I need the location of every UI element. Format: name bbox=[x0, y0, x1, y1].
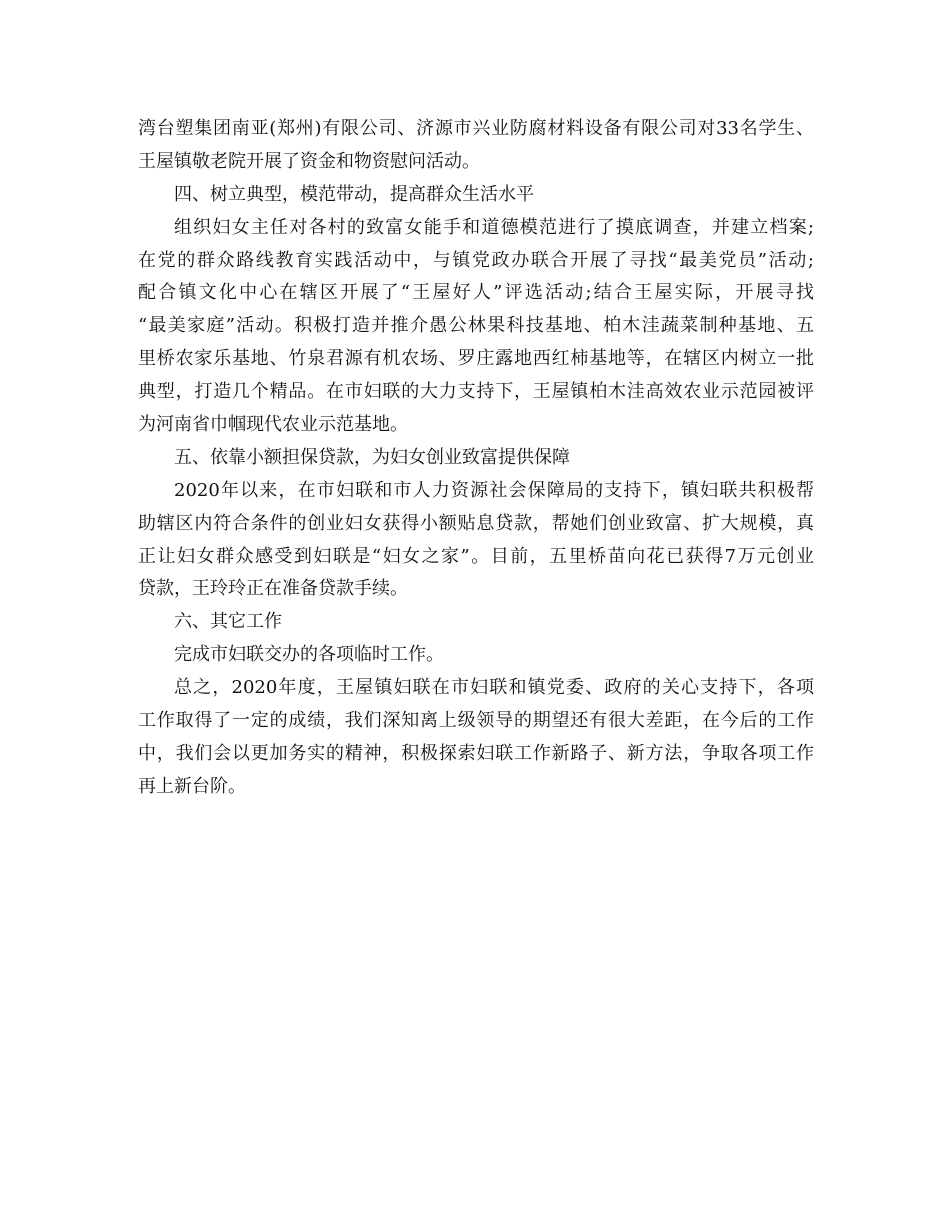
document-body bbox=[138, 113, 814, 804]
text-line: 工作取得了一定的成绩，我们深知离上级领导的期望还有很大差距，在今后的工作 bbox=[138, 710, 814, 732]
text-line: 完成市妇联交办的各项临时工作。 bbox=[174, 644, 444, 666]
text-line: 里桥农家乐基地、竹泉君源有机农场、罗庄露地西红柿基地等，在辖区内树立一批 bbox=[138, 348, 814, 370]
text-line: 在党的群众路线教育实践活动中，与镇党政办联合开展了寻找“最美党员”活动; bbox=[138, 249, 814, 271]
text-line: “最美家庭”活动。积极打造并推介愚公林果科技基地、柏木洼蔬菜制种基地、五 bbox=[138, 315, 814, 337]
text-line: 正让妇女群众感受到妇联是“妇女之家”。目前，五里桥苗向花已获得7万元创业 bbox=[138, 545, 814, 567]
text-line: 四、树立典型，模范带动，提高群众生活水平 bbox=[174, 183, 534, 205]
text-line: 助辖区内符合条件的创业妇女获得小额贴息贷款，帮她们创业致富、扩大规模，真 bbox=[138, 512, 814, 534]
text-line: 中，我们会以更加务实的精神，积极探索妇联工作新路子、新方法，争取各项工作 bbox=[138, 742, 814, 764]
text-line: 再上新台阶。 bbox=[138, 775, 246, 797]
text-line: 贷款，王玲玲正在准备贷款手续。 bbox=[138, 578, 408, 600]
text-line: 湾台塑集团南亚(郑州)有限公司、济源市兴业防腐材料设备有限公司对33名学生、 bbox=[138, 118, 814, 139]
text-line: 组织妇女主任对各村的致富女能手和道德模范进行了摸底调查，并建立档案; bbox=[174, 216, 814, 238]
text-line: 总之，2020年度，王屋镇妇联在市妇联和镇党委、政府的关心支持下，各项 bbox=[174, 677, 814, 699]
text-line: 王屋镇敬老院开展了资金和物资慰问活动。 bbox=[138, 150, 480, 172]
text-line: 六、其它工作 bbox=[174, 611, 282, 633]
text-line: 典型，打造几个精品。在市妇联的大力支持下，王屋镇柏木洼高效农业示范园被评 bbox=[138, 381, 814, 403]
text-line: 为河南省巾帼现代农业示范基地。 bbox=[138, 414, 408, 436]
text-line: 配合镇文化中心在辖区开展了“王屋好人”评选活动;结合王屋实际，开展寻找 bbox=[138, 282, 814, 304]
text-line: 五、依靠小额担保贷款，为妇女创业致富提供保障 bbox=[174, 446, 570, 468]
text-line: 2020年以来，在市妇联和市人力资源社会保障局的支持下，镇妇联共积极帮 bbox=[174, 479, 814, 501]
